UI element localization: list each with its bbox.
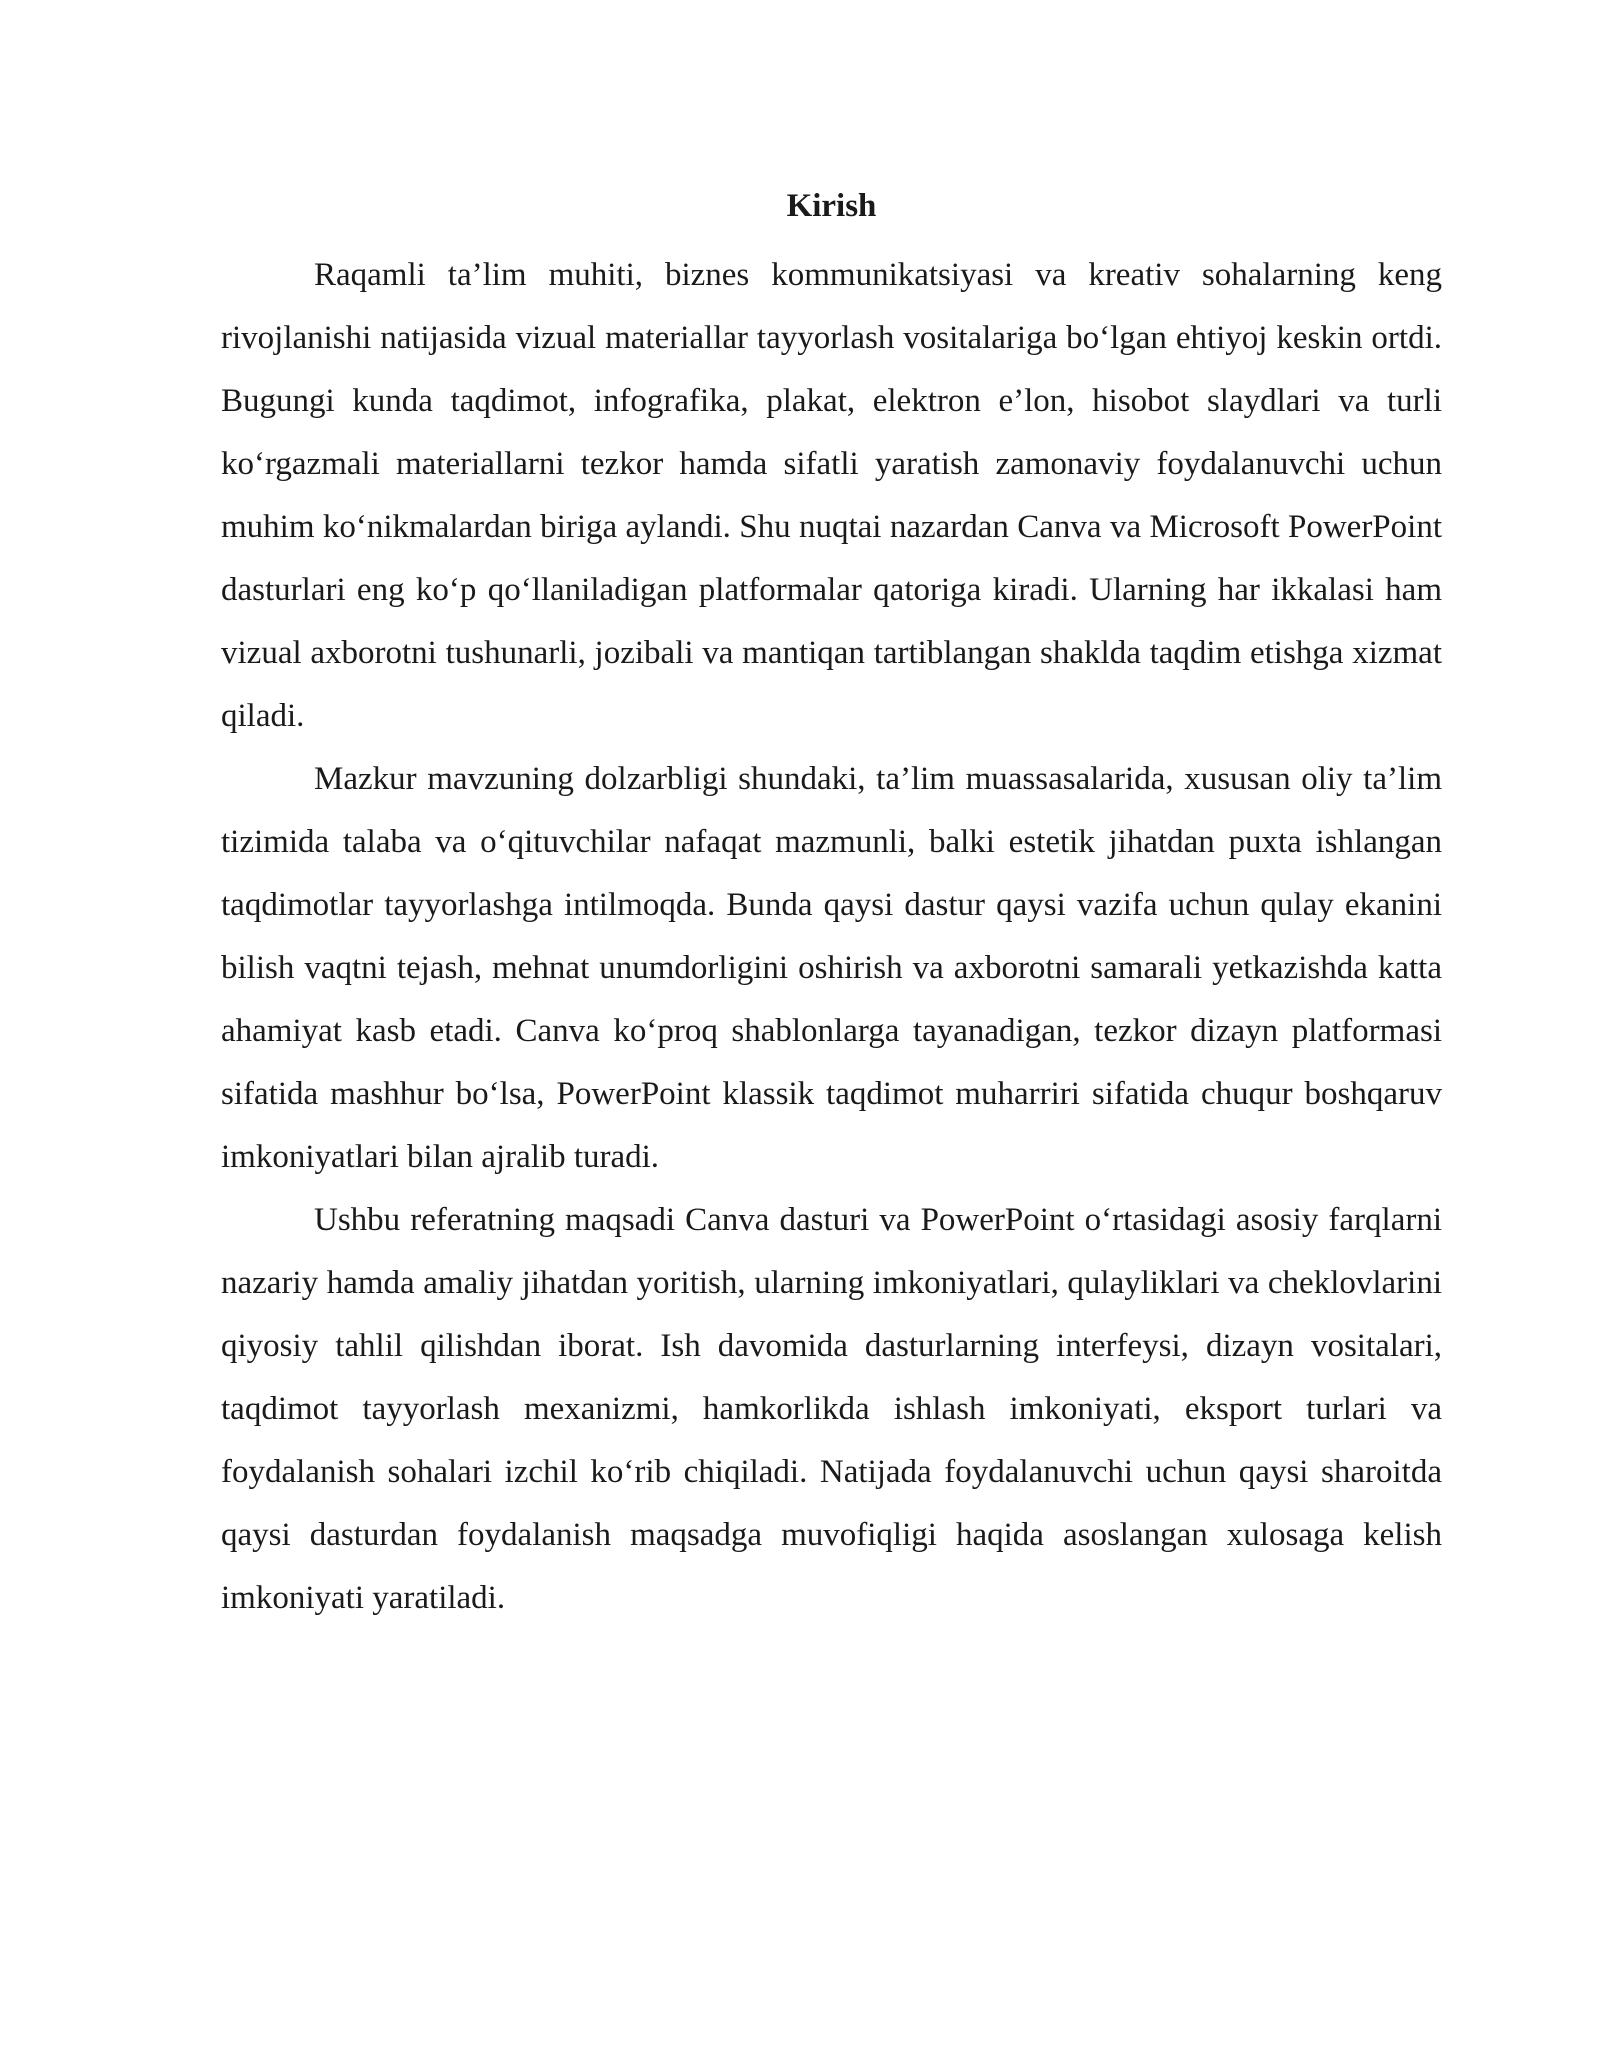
- page-title: Kirish: [786, 188, 877, 224]
- paragraph-relevance-intro: Raqamli ta’lim muhiti, biznes kommunikatsiyasi va kreativ sohalarning keng rivojlanishi natijasida vizual materiallar tayyorlash vositalariga bo‘lgan ehtiyoj keskin ortdi. Bugungi kunda taqdimot, infografika, plakat, elektron e’lon, hisobot slaydlari va turli ko‘rgazmali materiallarni tezkor hamda sifatli yaratish zamonaviy foydalanuvchi uchun muhim ko‘nikmalardan biriga aylandi. Shu nuqtai nazardan Canva va Microsoft PowerPoint dasturlari eng ko‘p qo‘llaniladigan platformalar qatoriga kiradi. Ularning har ikkalasi ham vizual axborotni tushunarli, jozibali va mantiqan tartiblangan shaklda taqdim etishga xizmat qiladi.: [221, 257, 1442, 734]
- paragraph-topic-relevance: Mazkur mavzuning dolzarbligi shundaki, ta’lim muassasalarida, xususan oliy ta’lim tizimida talaba va o‘qituvchilar nafaqat mazmunli, balki estetik jihatdan puxta ishlangan taqdimotlar tayyorlashga intilmoqda. Bunda qaysi dastur qaysi vazifa uchun qulay ekanini bilish vaqtni tejash, mehnat unumdorligini oshirish va axborotni samarali yetkazishda katta ahamiyat kasb etadi. Canva ko‘proq shablonlarga tayanadigan, tezkor dizayn platformasi sifatida mashhur bo‘lsa, PowerPoint klassik taqdimot muharriri sifatida chuqur boshqaruv imkoniyatlari bilan ajralib turadi.: [221, 761, 1442, 1175]
- document-body: [221, 180, 1442, 1630]
- paragraph-goal: Ushbu referatning maqsadi Canva dasturi va PowerPoint o‘rtasidagi asosiy farqlarni nazariy hamda amaliy jihatdan yoritish, ularning imkoniyatlari, qulayliklari va cheklovlarini qiyosiy tahlil qilishdan iborat. Ish davomida dasturlarning interfeysi, dizayn vositalari, taqdimot tayyorlash mexanizmi, hamkorlikda ishlash imkoniyati, eksport turlari va foydalanish sohalari izchil ko‘rib chiqiladi. Natijada foydalanuvchi uchun qaysi sharoitda qaysi dasturdan foydalanish maqsadga muvofiqligi haqida asoslangan xulosaga kelish imkoniyati yaratiladi.: [221, 1202, 1442, 1616]
